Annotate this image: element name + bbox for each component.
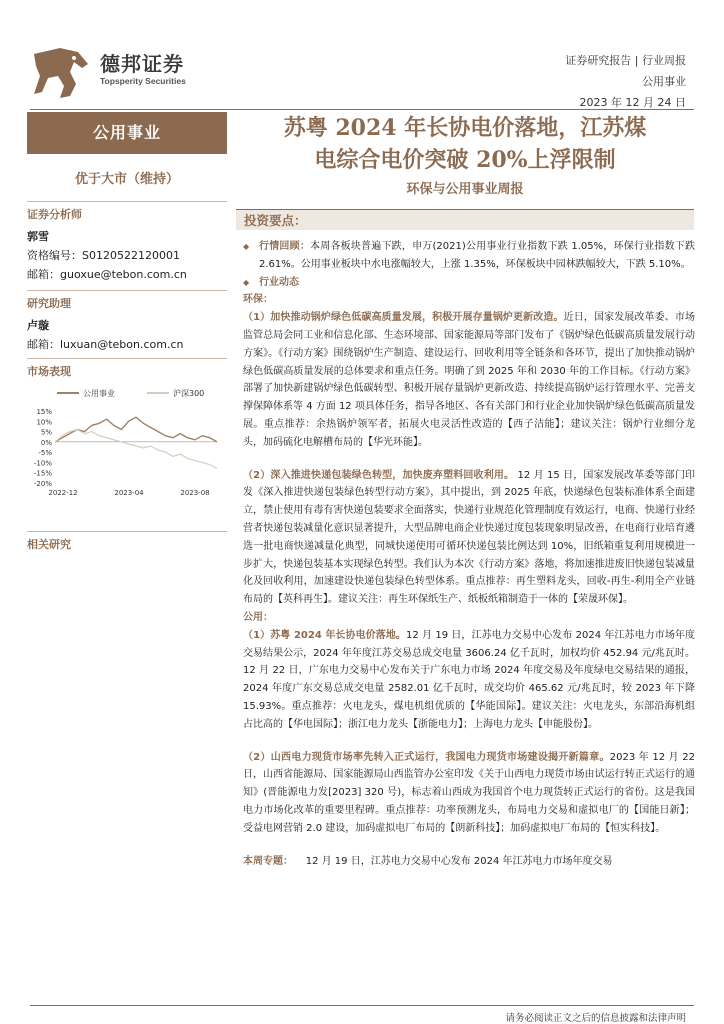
company-logo <box>30 44 210 102</box>
util-item-2-head: （2）山西电力现货市场率先转入正式运行，我国电力现货市场建设揭开新篇章。 <box>243 751 610 763</box>
assistant-email[interactable]: 邮箱：luxuan@tebon.com.cn <box>27 338 184 351</box>
logo-name-en: Topsperity Securities <box>100 76 186 86</box>
weekly-topic <box>243 853 695 871</box>
y-tick-label: 0% <box>40 438 52 447</box>
series-line-1 <box>55 430 217 469</box>
related-heading: 相关研究 <box>27 531 227 552</box>
assistant-heading: 研究助理 <box>27 290 227 311</box>
sidebar <box>27 112 227 552</box>
report-industry: 公用事业 <box>642 75 686 88</box>
sector-box: 公用事业 <box>27 112 227 154</box>
analyst-name: 郭雪 <box>27 230 49 243</box>
key-points-label: 投资要点： <box>244 213 307 228</box>
header-divider <box>30 109 694 110</box>
market-heading: 市场表现 <box>27 358 227 379</box>
report-type: 证券研究报告 | 行业周报 <box>565 54 686 67</box>
report-body <box>243 238 695 870</box>
env-item-2-text: 12 月 15 日，国家发展改革委等部门印发《深入推进快递包装绿色转型行动方案》，其中提出，到 2025 年底，快递绿色包装标准体系全面建立，禁止使用有毒有害快递包装要求全面落实，快递行业规范化管理制度有效运行，电商、快递行业经营者快递包装减量化意识显著提升，大型品牌电商企业快递过度包装现象明显改善，在电商行业培育遴选一批电商快递减量化典型，同城快递使用可循环快递包装比例达到 10%，旧纸箱重复利用规模进一步扩大，快递包装基本实现绿色转型。我们认为本次《行动方案》落地，将加速推进废旧快递包装减量化及回收利用，加速建设快递包装绿色转型体系。重点推荐：再生塑料龙头，回收-再生-利用全产业链布局的【英科再生】。建议关注：再生环保纸生产、纸板纸箱制造于一体的【荣晟环保】。 <box>243 469 695 606</box>
analyst-cert: 资格编号：S0120522120001 <box>27 249 180 262</box>
y-tick-label: -20% <box>33 480 52 488</box>
analyst-email[interactable]: 邮箱：guoxue@tebon.com.cn <box>27 268 187 281</box>
util-item-2 <box>243 749 695 838</box>
weekly-topic-text: 12 月 19 日，江苏电力交易中心发布 2024 年江苏电力市场年度交易 <box>305 855 613 867</box>
market-chart <box>27 383 227 505</box>
subtitle: 环保与公用事业周报 <box>406 182 524 197</box>
analyst-heading: 证券分析师 <box>27 201 227 222</box>
env-item-1-head: （1）加快推动锅炉绿色低碳高质量发展，积极开展存量锅炉更新改造。 <box>243 312 564 324</box>
title-area <box>236 112 694 197</box>
x-tick-label: 2023-08 <box>180 489 210 497</box>
market-review-text: 本周各板块普遍下跌，申万(2021)公用事业行业指数下跌 1.05%，环保行业指数下跌 2.61%。公用事业板块中水电涨幅较大，上涨 1.35%，环保板块中园林跌幅较大，下跌 5.10%。 <box>259 241 696 270</box>
x-tick-label: 2022-12 <box>48 489 78 497</box>
assistant-name: 卢璇 <box>27 319 49 332</box>
env-heading: 环保： <box>243 294 273 306</box>
title-line-1: 苏粤 2024 年长协电价落地，江苏煤 <box>283 115 647 141</box>
series-line-0 <box>55 417 217 442</box>
env-item-1 <box>243 309 695 451</box>
market-review-head: 行情回顾： <box>259 241 311 252</box>
industry-news-label: 行业动态 <box>259 276 299 288</box>
y-tick-label: 5% <box>40 428 52 437</box>
market-chart-svg <box>27 383 227 501</box>
industry-news-head <box>243 274 695 292</box>
report-meta <box>565 50 686 113</box>
y-tick-label: 15% <box>36 408 52 416</box>
title-line-2: 电综合电价突破 20%上浮限制 <box>314 147 616 173</box>
logo-mark-icon <box>30 44 92 102</box>
weekly-topic-head: 本周专题： <box>243 855 293 867</box>
footer-divider <box>30 1005 694 1006</box>
legend-label-0: 公用事业 <box>83 389 115 398</box>
logo-name-cn: 德邦证券 <box>100 52 184 76</box>
footer-disclaimer: 请务必阅读正文之后的信息披露和法律声明 <box>505 1013 686 1024</box>
env-item-2-head: （2）深入推进快递包装绿色转型，加快废弃塑料回收利用。 <box>243 469 515 481</box>
x-tick-label: 2023-04 <box>114 489 144 497</box>
util-item-1-text: 12 月 19 日，江苏电力交易中心发布 2024 年江苏电力市场年度交易结果公示，2024 年年度江苏交易总成交电量 3606.24 亿千瓦时，加权均价 452.94 元/兆瓦时。12 月 22 日，广东电力交易中心发布关于广东电力市场 2024 年度交易及年度绿电交易结果的通报，2024 年度广东交易总成交电量 2582.01 亿千瓦时，成交均价 465.62 元/兆瓦时，较 2023 年下降 15.93%。重点推荐：火电龙头，煤电机组优质的【华能国际】。建议关注：火电龙头，东部沿海机组占比高的【华电国际】；浙江电力龙头【浙能电力】；上海电力龙头【申能股份】。 <box>243 629 695 730</box>
env-item-2 <box>243 467 695 609</box>
util-heading: 公用： <box>243 611 273 623</box>
util-item-2-text: 2023 年 12 月 22 日，山西省能源局、国家能源局山西监管办公室印发《关于山西电力现货市场由试运行转正式运行的通知》(晋能源电力发[2023] 320 号)，标志着山西成为我国首个电力现货转正式运行的省份。这是我国电力市场化改革的重要里程碑。重点推荐：功率预测龙头，布局电力交易和虚拟电厂的【国能日新】；受益电网营销 2.0 建设，加码虚拟电厂布局的【朗新科技】；加码虚拟电厂布局的【恒实科技】。 <box>243 751 695 834</box>
rating: 优于大市（维持） <box>74 172 179 187</box>
key-points-bar <box>236 209 694 230</box>
y-tick-label: -10% <box>33 459 52 468</box>
y-tick-label: 10% <box>36 418 52 427</box>
util-item-1-head: （1）苏粤 2024 年长协电价落地。 <box>243 629 407 641</box>
y-tick-label: -15% <box>33 469 52 478</box>
legend-label-1: 沪深300 <box>173 389 205 398</box>
market-review <box>243 238 695 274</box>
env-item-1-text: 近日，国家发展改革委、市场监管总局会同工业和信息化部、生态环境部、国家能源局等部门发布了《锅炉绿色低碳高质量发展行动方案》。《行动方案》围绕锅炉生产制造、建设运行、回收利用等全链条和各环节，提出了加快推动锅炉绿色低碳高质量发展的总体要求和重点任务。明确了到 2025 年和 2030 年的工作目标。《行动方案》部署了加快新建锅炉绿色低碳转型、积极开展存量锅炉更新改造、持续提高锅炉运行管理水平、完善支撑保障体系等 4 方面 12 项具体任务，指导各地区、各有关部门和行业企业加快锅炉绿色低碳高质量发展。重点推荐：余热锅炉领军者，拓展火电灵活性改造的【西子洁能】；建议关注：锅炉行业细分龙头，加码硫化电解槽布局的【华光环能】。 <box>243 312 695 448</box>
y-tick-label: -5% <box>38 449 52 458</box>
util-item-1 <box>243 627 695 734</box>
report-date: 2023 年 12 月 24 日 <box>579 96 686 109</box>
